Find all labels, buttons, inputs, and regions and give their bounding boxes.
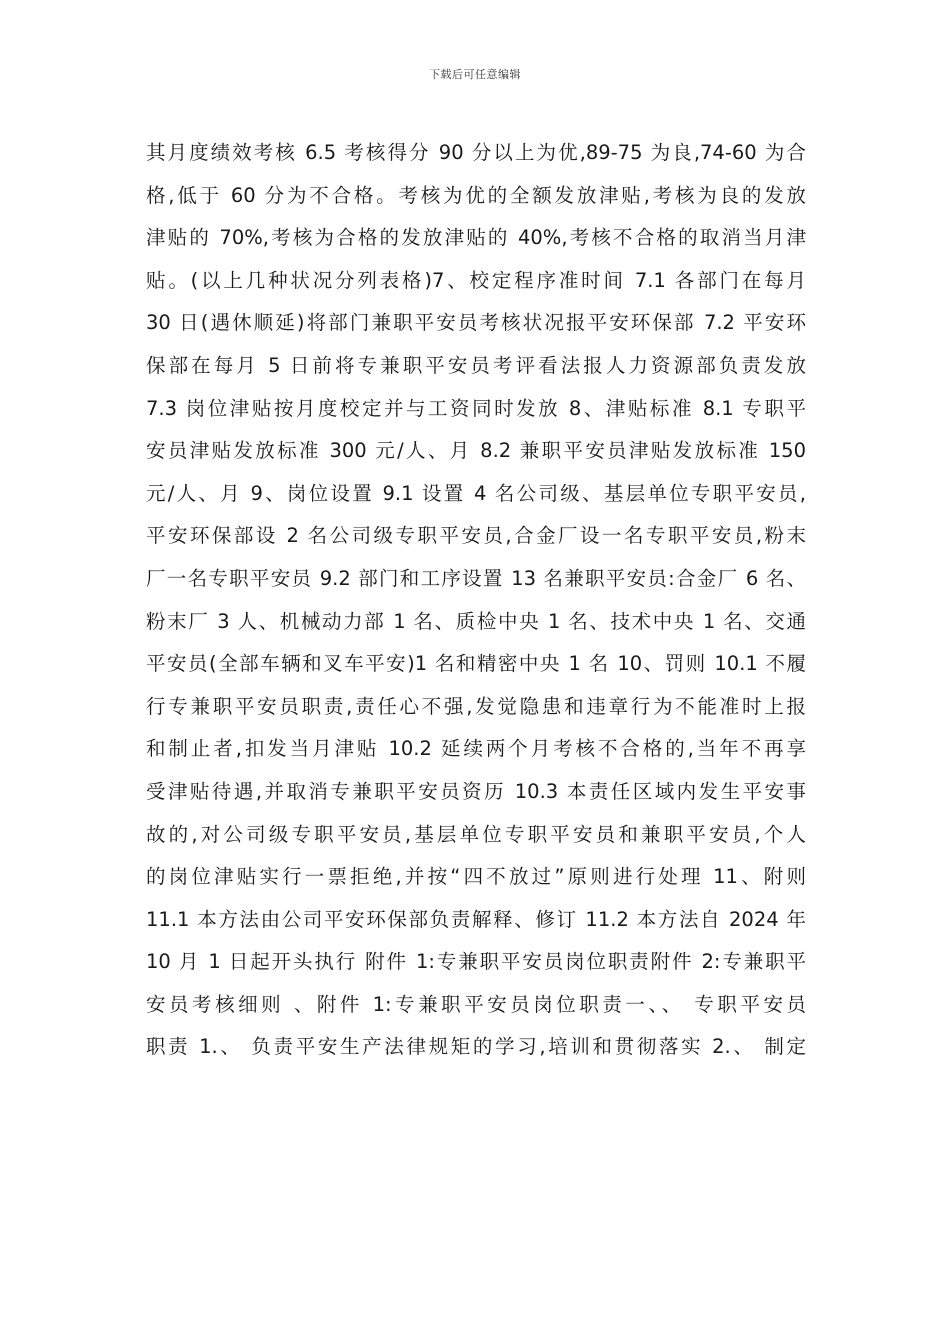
text-line: 平安员(全部车辆和叉车平安)1 名和精密中央 1 名 10、罚则 10.1 不履 — [146, 652, 806, 676]
text-line: 的岗位津贴实行一票拒绝,并按“四不放过”原则进行处理 11、附则 — [146, 865, 806, 889]
text-line: 保部在每月 5 日前将专兼职平安员考评看法报人力资源部负责发放 — [146, 353, 806, 377]
text-line: 11.1 本方法由公司平安环保部负责解释、修订 11.2 本方法自 2024 年 — [146, 907, 806, 931]
text-line: 7.3 岗位津贴按月度校定并与工资同时发放 8、津贴标准 8.1 专职平 — [146, 396, 806, 420]
text-line: 10 月 1 日起开头执行 附件 1:专兼职平安员岗位职责附件 2:专兼职平 — [146, 950, 806, 974]
text-line: 粉末厂 3 人、机械动力部 1 名、质检中央 1 名、技术中央 1 名、交通 — [146, 609, 806, 633]
text-line: 30 日(遇休顺延)将部门兼职平安员考核状况报平安环保部 7.2 平安环 — [146, 311, 806, 335]
text-line: 元/人、月 9、岗位设置 9.1 设置 4 名公司级、基层单位专职平安员, — [146, 481, 806, 505]
text-line: 安员津贴发放标准 300 元/人、月 8.2 兼职平安员津贴发放标准 150 — [146, 439, 806, 463]
text-line: 行专兼职平安员职责,责任心不强,发觉隐患和违章行为不能准时上报 — [146, 694, 806, 718]
text-line: 贴。(以上几种状况分列表格)7、校定程序准时间 7.1 各部门在每月 — [146, 268, 806, 292]
text-line: 安员考核细则 、附件 1:专兼职平安员岗位职责一、、 专职平安员 — [146, 992, 806, 1016]
text-line: 职责 1.、 负责平安生产法律规矩的学习,培训和贯彻落实 2.、 制定 — [146, 1035, 806, 1059]
text-line: 其月度绩效考核 6.5 考核得分 90 分以上为优,89-75 为良,74-60 为合 — [146, 141, 806, 164]
text-line: 故的,对公司级专职平安员,基层单位专职平安员和兼职平安员,个人 — [146, 822, 806, 846]
text-line: 格,低于 60 分为不合格。考核为优的全额发放津贴,考核为良的发放 — [146, 183, 806, 207]
text-line: 受津贴待遇,并取消专兼职平安员资历 10.3 本责任区域内发生平安事 — [146, 779, 806, 803]
text-line: 平安环保部设 2 名公司级专职平安员,合金厂设一名专职平安员,粉末 — [146, 524, 806, 548]
page-header: 下载后可任意编辑 — [429, 68, 521, 81]
text-line: 和制止者,扣发当月津贴 10.2 延续两个月考核不合格的,当年不再享 — [146, 737, 806, 761]
text-line: 厂一名专职平安员 9.2 部门和工序设置 13 名兼职平安员:合金厂 6 名、 — [146, 566, 806, 590]
document-body — [146, 132, 806, 1069]
text-line: 津贴的 70%,考核为合格的发放津贴的 40%,考核不合格的取消当月津 — [146, 226, 806, 250]
